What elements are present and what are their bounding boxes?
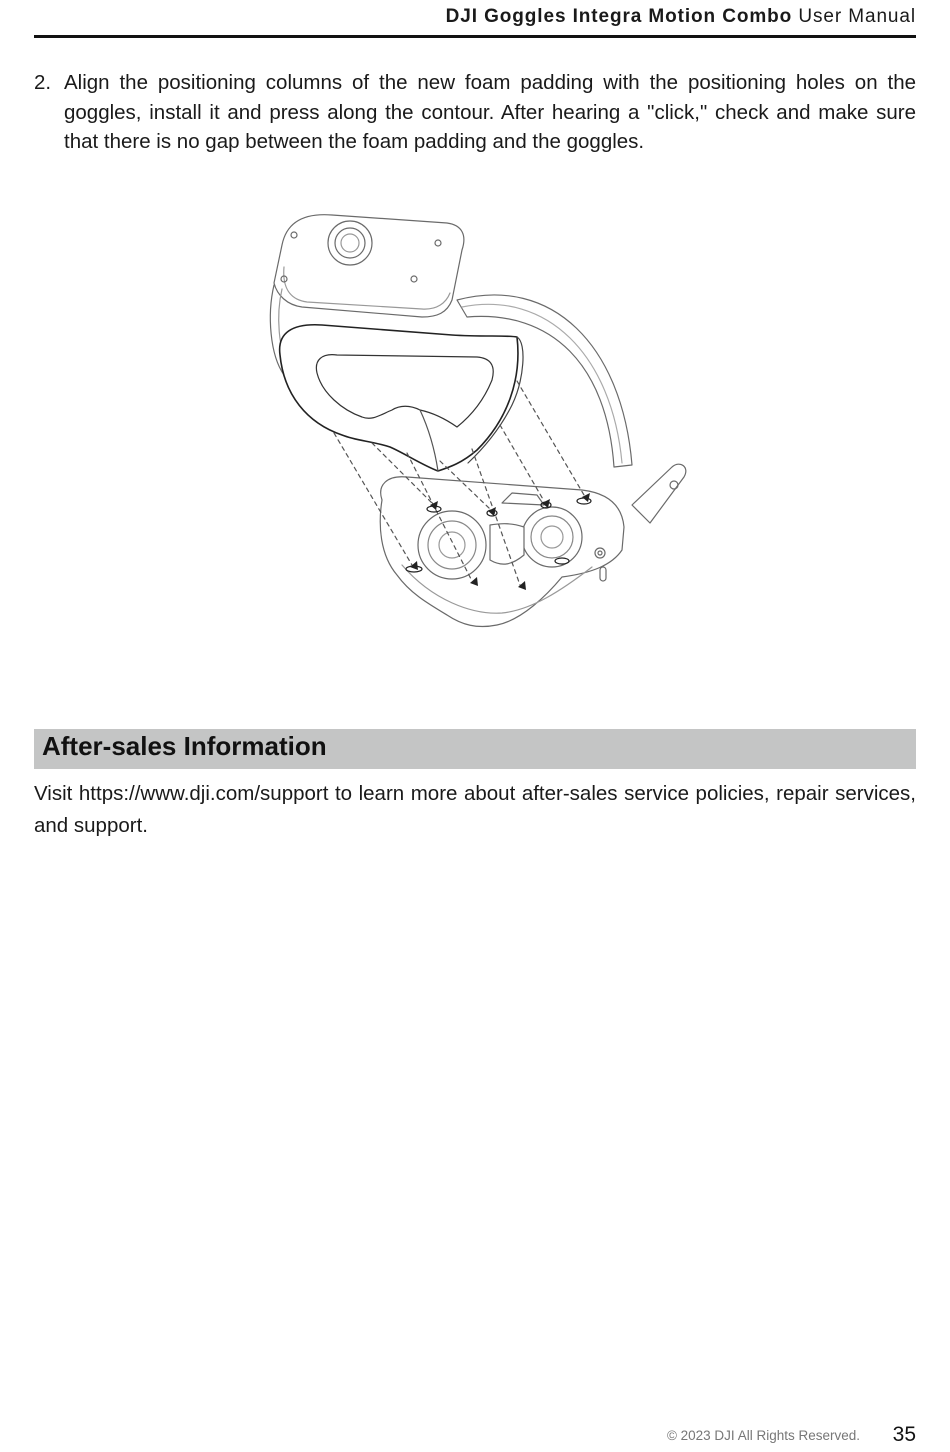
footer-copyright: © 2023 DJI All Rights Reserved.: [666, 1428, 860, 1443]
step-number: 2.: [34, 71, 52, 94]
step-text: Align the positioning columns of the new foam padding with the positioning holes on the goggles, install it and press along the contour. After hearing a "click," check and make sure that there is no gap between the foam padding and the goggles.: [64, 71, 916, 153]
section-body-text: Visit https://www.dji.com/support to learn more about after-sales service policies, repair services, and support.: [34, 782, 916, 837]
section-header-bar: [34, 729, 916, 769]
page-number: 35: [892, 1423, 916, 1446]
section-title: After-sales Information: [42, 731, 327, 761]
foam-padding-illustration: [262, 205, 702, 635]
header-manual-label: User Manual: [798, 6, 916, 27]
running-header: [34, 6, 916, 36]
header-product-title: DJI Goggles Integra Motion Combo: [445, 6, 793, 27]
header-rule: [34, 35, 916, 38]
instruction-step: [34, 68, 916, 157]
